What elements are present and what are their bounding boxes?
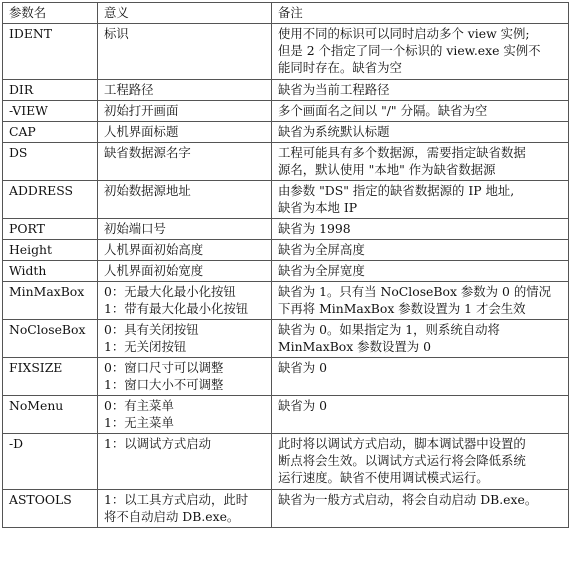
- cell-param-name: -D: [3, 434, 98, 490]
- table-body: [3, 24, 569, 528]
- cell-param-name: ASTOOLS: [3, 490, 98, 528]
- meaning-line: 人机界面初始宽度: [104, 263, 204, 278]
- note-line: 下再将 MinMaxBox 参数设置为 1 才会生效: [278, 301, 526, 316]
- meaning-line: 缺省数据源名字: [104, 145, 191, 160]
- cell-note: [272, 101, 569, 122]
- cell-meaning: [98, 261, 272, 282]
- cell-meaning: [98, 219, 272, 240]
- cell-param-name: MinMaxBox: [3, 282, 98, 320]
- cell-meaning: [98, 490, 272, 528]
- cell-note: [272, 490, 569, 528]
- note-line: 由参数 "DS" 指定的缺省数据源的 IP 地址,: [278, 183, 515, 198]
- table-row: [3, 101, 569, 122]
- cell-param-name: DIR: [3, 80, 98, 101]
- note-line: 断点将会生效。以调试方式运行将会降低系统: [278, 453, 526, 468]
- cell-note: [272, 358, 569, 396]
- meaning-line: 0：有主菜单: [104, 398, 174, 413]
- note-line: 多个画面名之间以 "/" 分隔。缺省为空: [278, 103, 488, 118]
- cell-note: [272, 80, 569, 101]
- meaning-line: 标识: [104, 26, 129, 41]
- meaning-line: 初始端口号: [104, 221, 166, 236]
- meaning-line: 人机界面初始高度: [104, 242, 204, 257]
- cell-meaning: [98, 101, 272, 122]
- note-line: 缺省为 0。如果指定为 1，则系统自动将: [278, 322, 500, 337]
- cell-param-name: PORT: [3, 219, 98, 240]
- meaning-line: 工程路径: [104, 82, 154, 97]
- note-line: 缺省为一般方式启动，将会自动启动 DB.exe。: [278, 492, 538, 507]
- cell-param-name: FIXSIZE: [3, 358, 98, 396]
- cell-note: [272, 181, 569, 219]
- cell-meaning: [98, 396, 272, 434]
- note-line: 此时将以调试方式启动，脚本调试器中设置的: [278, 436, 526, 451]
- cell-meaning: [98, 80, 272, 101]
- cell-meaning: [98, 358, 272, 396]
- table-header-row: [3, 3, 569, 24]
- note-line: 缺省为 1998: [278, 221, 351, 236]
- cell-meaning: [98, 181, 272, 219]
- table-row: [3, 396, 569, 434]
- header-param-name: 参数名: [3, 3, 98, 24]
- table-row: [3, 219, 569, 240]
- note-line: 使用不同的标识可以同时启动多个 view 实例;: [278, 26, 530, 41]
- cell-meaning: [98, 143, 272, 181]
- cell-note: [272, 434, 569, 490]
- note-line: 工程可能具有多个数据源，需要指定缺省数据: [278, 145, 526, 160]
- table-row: [3, 261, 569, 282]
- cell-note: [272, 219, 569, 240]
- meaning-line: 1：无关闭按钮: [104, 339, 187, 354]
- table-row: [3, 320, 569, 358]
- cell-param-name: ADDRESS: [3, 181, 98, 219]
- meaning-line: 0：具有关闭按钮: [104, 322, 199, 337]
- note-line: 缺省为 0: [278, 360, 327, 375]
- header-meaning: 意义: [98, 3, 272, 24]
- meaning-line: 0：窗口尺寸可以调整: [104, 360, 224, 375]
- meaning-line: 人机界面标题: [104, 124, 179, 139]
- parameter-table: [2, 2, 569, 528]
- cell-note: [272, 122, 569, 143]
- note-line: 缺省为本地 IP: [278, 200, 358, 215]
- note-line: 缺省为 1。只有当 NoCloseBox 参数为 0 的情况: [278, 284, 551, 299]
- meaning-line: 1：带有最大化最小化按钮: [104, 301, 249, 316]
- note-line: 缺省为 0: [278, 398, 327, 413]
- table-row: [3, 122, 569, 143]
- cell-param-name: Width: [3, 261, 98, 282]
- cell-meaning: [98, 24, 272, 80]
- note-line: 缺省为当前工程路径: [278, 82, 390, 97]
- table-row: [3, 490, 569, 528]
- cell-param-name: Height: [3, 240, 98, 261]
- meaning-line: 1：无主菜单: [104, 415, 174, 430]
- meaning-line: 1：窗口大小不可调整: [104, 377, 224, 392]
- table-row: [3, 181, 569, 219]
- cell-meaning: [98, 122, 272, 143]
- table-row: [3, 143, 569, 181]
- meaning-line: 0：无最大化最小化按钮: [104, 284, 236, 299]
- note-line: 源名，默认使用 "本地" 作为缺省数据源: [278, 162, 496, 177]
- cell-meaning: [98, 282, 272, 320]
- header-note: 备注: [272, 3, 569, 24]
- meaning-line: 1：以调试方式启动: [104, 436, 212, 451]
- note-line: 缺省为全屏高度: [278, 242, 365, 257]
- note-line: MinMaxBox 参数设置为 0: [278, 339, 431, 354]
- cell-param-name: NoCloseBox: [3, 320, 98, 358]
- cell-note: [272, 143, 569, 181]
- cell-param-name: DS: [3, 143, 98, 181]
- cell-param-name: NoMenu: [3, 396, 98, 434]
- cell-meaning: [98, 240, 272, 261]
- table-row: [3, 358, 569, 396]
- meaning-line: 初始打开画面: [104, 103, 179, 118]
- cell-note: [272, 282, 569, 320]
- table-row: [3, 240, 569, 261]
- cell-meaning: [98, 320, 272, 358]
- cell-meaning: [98, 434, 272, 490]
- table-row: [3, 80, 569, 101]
- meaning-line: 将不自动启动 DB.exe。: [104, 509, 240, 524]
- cell-param-name: -VIEW: [3, 101, 98, 122]
- meaning-line: 初始数据源地址: [104, 183, 191, 198]
- note-line: 能同时存在。缺省为空: [278, 60, 402, 75]
- table-row: [3, 434, 569, 490]
- cell-param-name: IDENT: [3, 24, 98, 80]
- cell-note: [272, 261, 569, 282]
- cell-note: [272, 24, 569, 80]
- table-row: [3, 24, 569, 80]
- cell-note: [272, 396, 569, 434]
- note-line: 缺省为系统默认标题: [278, 124, 390, 139]
- cell-note: [272, 320, 569, 358]
- meaning-line: 1：以工具方式启动，此时: [104, 492, 249, 507]
- table-row: [3, 282, 569, 320]
- note-line: 运行速度。缺省不使用调试模式运行。: [278, 470, 489, 485]
- cell-note: [272, 240, 569, 261]
- note-line: 缺省为全屏宽度: [278, 263, 365, 278]
- cell-param-name: CAP: [3, 122, 98, 143]
- note-line: 但是 2 个指定了同一个标识的 view.exe 实例不: [278, 43, 541, 58]
